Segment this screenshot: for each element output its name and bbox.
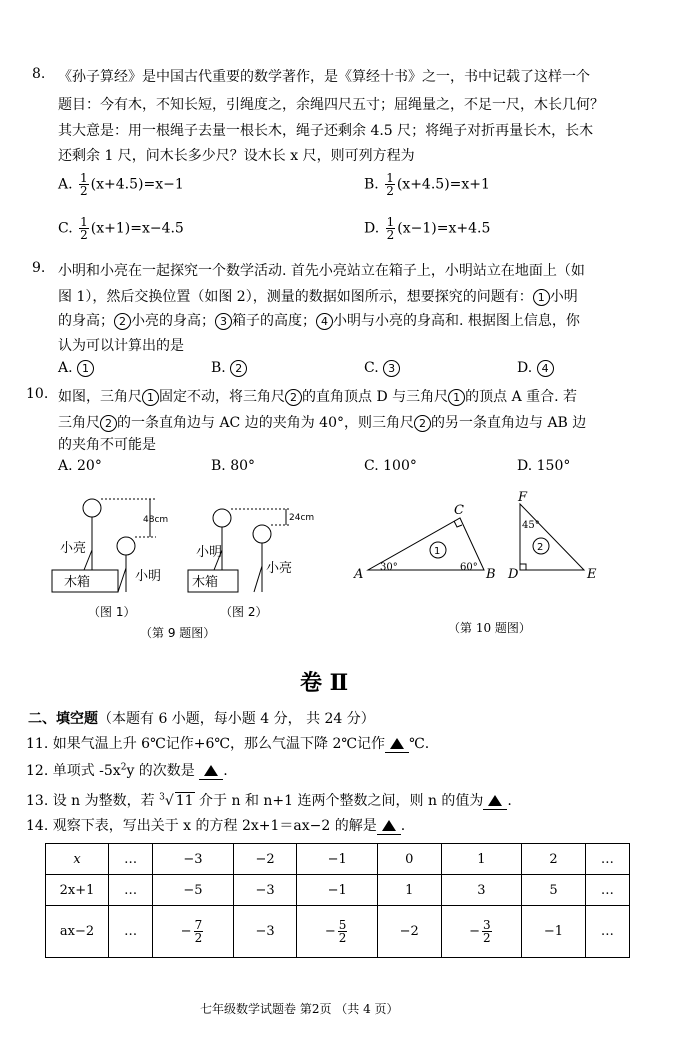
triangle-2 [520, 504, 584, 570]
answer-blank-icon [204, 765, 218, 776]
q10-number: 10. [26, 386, 49, 402]
svg-text:A: A [354, 567, 364, 582]
q9-line-1: 小明和小亮在一起探究一个数学活动. 首先小亮站立在箱子上，小明站立在地面上（如 [58, 263, 585, 279]
q14: 14. 观察下表，写出关于 x 的方程 2x+1＝ax−2 的解是 . [26, 818, 406, 834]
q14-table [45, 843, 630, 958]
q10-line-1: 如图，三角尺 1 固定不动，将三角尺 2 的直角顶点 D 与三角尺 1 的顶点 A 重合. 若 [58, 389, 578, 405]
q10-option-d: D. 150° [517, 458, 571, 474]
figure-9 [40, 488, 320, 643]
answer-blank-icon [390, 738, 404, 749]
q8-option-a: A. $\frac{1}{2}$ (x+4.5)=x−1 [58, 171, 184, 198]
table-row: x … −3 −2 −1 0 1 2 … [46, 844, 630, 875]
svg-text:B: B [486, 567, 496, 582]
svg-text:45°: 45° [522, 520, 540, 531]
q8-line-1: 《孙子算经》是中国古代重要的数学著作，是《算经十书》之一，书中记载了这样一个 [58, 69, 590, 85]
svg-text:2: 2 [537, 542, 544, 553]
section-title: 卷 Ⅱ [300, 670, 349, 696]
head-liang-fig1 [83, 499, 101, 517]
q9-line-4: 认为可以计算出的是 [58, 338, 184, 354]
circle-1: 1 [533, 289, 550, 306]
name-liang-fig2: 小亮 [266, 561, 293, 576]
measure-24: 24cm [289, 513, 315, 523]
q11: 11. 如果气温上升 6℃记作+6℃，那么气温下降 2℃记作 ℃. [26, 736, 430, 752]
q8-option-c: C. $\frac{1}{2}$ (x+1)=x−4.5 [58, 215, 184, 242]
name-ming-fig1: 小明 [135, 569, 162, 584]
svg-text:30°: 30° [380, 562, 398, 573]
svg-text:F: F [518, 490, 528, 505]
head-liang-fig2 [253, 525, 271, 543]
svg-text:60°: 60° [460, 562, 478, 573]
q9-option-c: C. 3 [364, 360, 400, 377]
table-row: 2x+1 … −5 −3 −1 1 3 5 … [46, 875, 630, 906]
q10-line-2: 三角尺 2 的一条直角边与 AC 边的夹角为 40°，则三角尺 2 的另一条直角边与 AB 边 [58, 415, 587, 431]
name-ming-fig2: 小明 [196, 545, 223, 560]
svg-text:C: C [454, 503, 464, 518]
measure-48: 48cm [143, 515, 169, 525]
box-label-fig1: 木箱 [64, 575, 91, 590]
table-row: ax−2 … − $\frac{7}{2}$ −3 − $\frac{5}{2}$ −2 − $\frac{3}{2}$ −1 … [46, 906, 630, 958]
q10-option-b: B. 80° [211, 458, 256, 474]
answer-blank-icon [382, 820, 396, 831]
head-ming-fig1 [117, 537, 135, 555]
figure-10 [350, 488, 610, 643]
q8-number: 8. [32, 66, 46, 82]
cap-fig2: （图 2） [220, 605, 268, 619]
q9-option-d: D. 4 [517, 360, 554, 377]
svg-text:E: E [587, 567, 597, 582]
caption-fig10: （第 10 题图） [448, 621, 531, 635]
q9-option-a: A. 1 [58, 360, 94, 377]
q10-option-c: C. 100° [364, 458, 417, 474]
q9-line-3: 的身高； 2 小亮的身高； 3 箱子的高度； 4 小明与小亮的身高和. 根据图上信息，你 [58, 313, 580, 329]
q10-option-a: A. 20° [58, 458, 102, 474]
q8-option-d: D. $\frac{1}{2}$ (x−1)=x+4.5 [364, 215, 491, 242]
answer-blank-icon [488, 795, 502, 806]
section-heading: 二、填空题（本题有 6 小题，每小题 4 分， 共 24 分） [28, 711, 375, 727]
q13: 13. 设 n 为整数，若 $^3$√ 11 介于 n 和 n+1 连两个整数之间，则 n 的值为 . [26, 792, 512, 809]
head-ming-fig2 [213, 509, 231, 527]
box-label-fig2: 木箱 [192, 575, 219, 590]
q10-line-3: 的夹角不可能是 [58, 437, 156, 453]
q12: 12. 单项式 $-5x^2y$ 的次数是 . [26, 762, 228, 779]
page-footer: 七年级数学试题卷 第2页 （共 4 页） [200, 1002, 399, 1016]
q9-number: 9. [32, 260, 46, 276]
q8-line-4: 还剩余 1 尺，问木长多少尺？设木长 x 尺，则可列方程为 [58, 148, 415, 164]
q9-line-2: 图 1），然后交换位置（如图 2），测量的数据如图所示，想要探究的问题有： 1 小明 [58, 289, 578, 305]
svg-text:1: 1 [434, 546, 441, 557]
caption-fig9: （第 9 题图） [140, 626, 216, 640]
cap-fig1: （图 1） [88, 605, 136, 619]
svg-text:D: D [508, 567, 519, 582]
q9-option-b: B. 2 [211, 360, 247, 377]
q8-option-b: B. $\frac{1}{2}$ (x+4.5)=x+1 [364, 171, 490, 198]
q8-line-3: 其大意是：用一根绳子去量一根长木，绳子还剩余 4.5 尺；将绳子对折再量长木，长木 [58, 123, 594, 139]
name-liang-fig1: 小亮 [60, 541, 87, 556]
q8-line-2: 题目：今有木，不知长短，引绳度之，余绳四尺五寸；屈绳量之，不足一尺，木长几何？ [58, 97, 604, 113]
